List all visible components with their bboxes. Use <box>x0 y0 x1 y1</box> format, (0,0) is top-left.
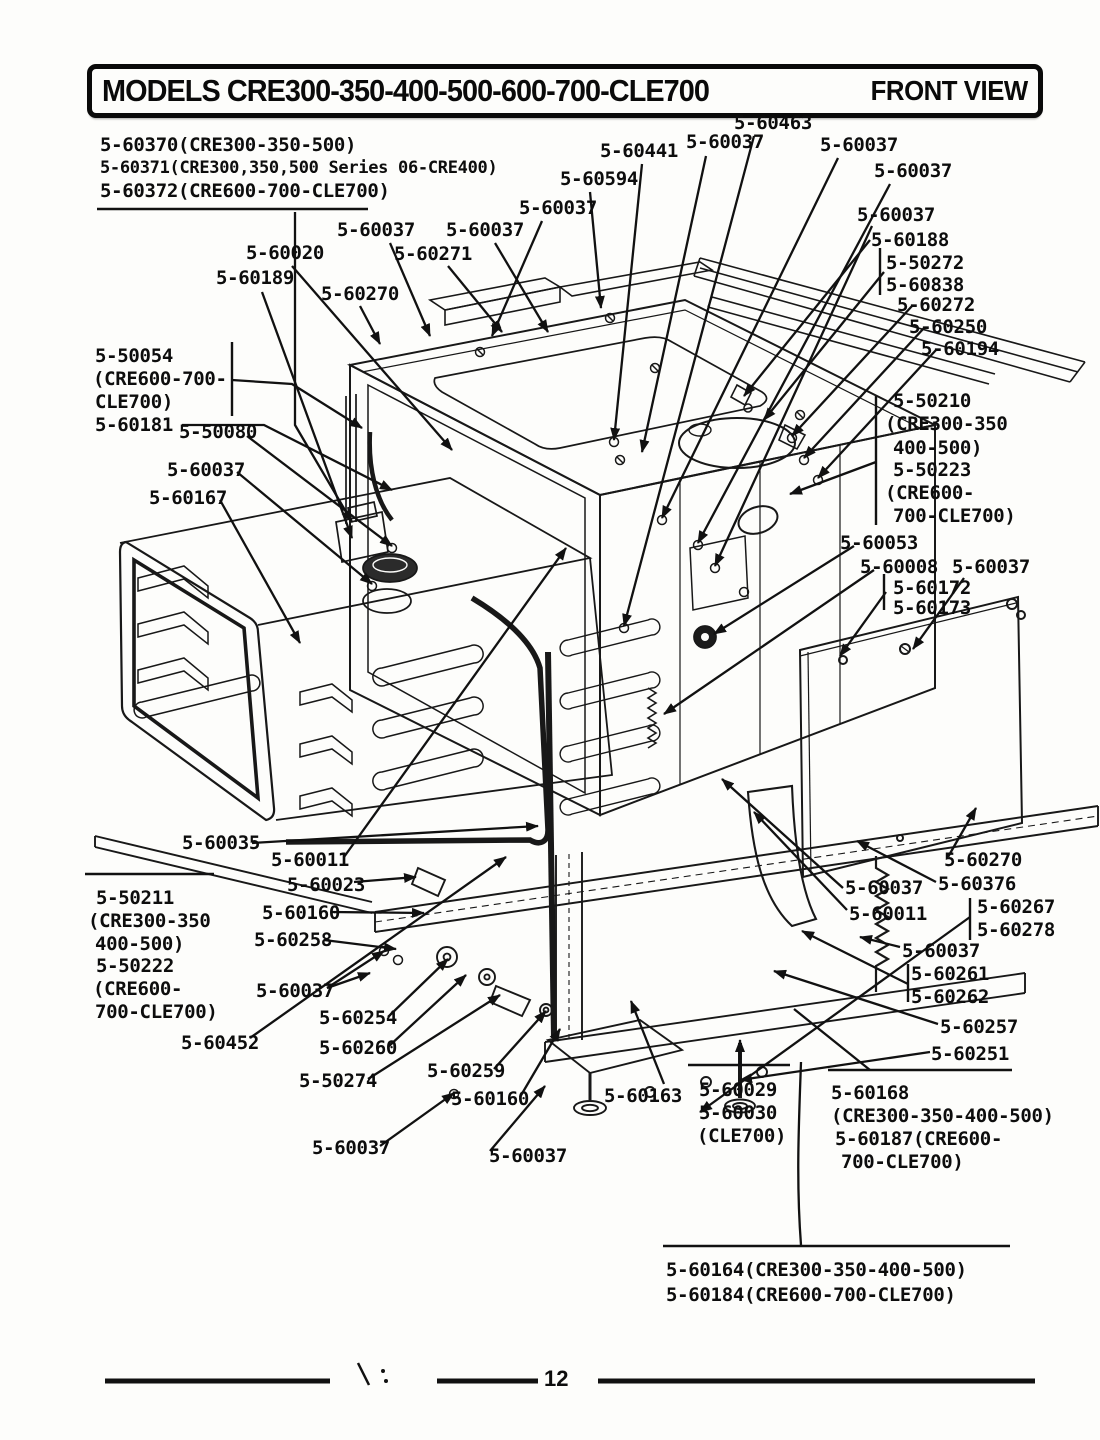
part-label: 5-60037 <box>167 459 245 481</box>
part-label: 5-50210 <box>893 390 971 412</box>
part-label: 5-60163 <box>604 1085 682 1107</box>
part-label: 5-50222 <box>96 955 174 977</box>
part-label: 5-60194 <box>921 338 999 360</box>
part-label: 5-60164(CRE300-350-400-500) <box>666 1259 967 1281</box>
part-label: 5-60187(CRE600- <box>835 1128 1003 1150</box>
part-label: 5-60160 <box>451 1088 529 1110</box>
part-label: 5-60167 <box>149 487 227 509</box>
part-label: 5-60037 <box>845 877 923 899</box>
part-label: 5-60037 <box>312 1137 390 1159</box>
models-title: MODELS CRE300-350-400-500-600-700-CLE700 <box>102 73 709 108</box>
part-label: 5-60278 <box>977 919 1055 941</box>
part-label: 5-60181 <box>95 414 173 436</box>
part-label: 400-500) <box>893 437 983 459</box>
part-label: 5-60037 <box>902 940 980 962</box>
part-label: 5-60037 <box>952 556 1030 578</box>
part-label: 5-60838 <box>886 274 964 296</box>
part-label: 5-60594 <box>560 168 638 190</box>
part-label: (CLE700) <box>697 1125 787 1147</box>
part-label: 5-60020 <box>246 242 324 264</box>
part-label: 5-60035 <box>182 832 260 854</box>
part-label: 5-50223 <box>893 459 971 481</box>
part-label: 5-60037 <box>686 131 764 153</box>
part-label: 5-60272 <box>897 294 975 316</box>
part-label: (CRE600- <box>93 978 183 1000</box>
part-label: 5-60037 <box>489 1145 567 1167</box>
part-label: 5-60172 <box>893 577 971 599</box>
part-label: 5-50272 <box>886 252 964 274</box>
part-label: (CRE300-350 <box>88 910 211 932</box>
part-label: 5-60270 <box>321 283 399 305</box>
part-label: 5-60267 <box>977 896 1055 918</box>
part-label: 5-60023 <box>287 874 365 896</box>
part-label: 5-60037 <box>446 219 524 241</box>
part-label: 5-60011 <box>271 849 349 871</box>
page-number: 12 <box>544 1366 569 1391</box>
part-label: 5-60011 <box>849 903 927 925</box>
part-label: 5-60258 <box>254 929 332 951</box>
part-label: 5-50080 <box>179 421 257 443</box>
part-label: 5-60168 <box>831 1082 909 1104</box>
part-label: 5-60463 <box>734 112 812 134</box>
part-label: 5-60029 <box>699 1079 777 1101</box>
part-label: CLE700) <box>95 391 173 413</box>
door-liner <box>120 478 612 843</box>
part-label: 5-60053 <box>840 532 918 554</box>
part-label: 400-500) <box>95 933 185 955</box>
part-label: 5-60037 <box>874 160 952 182</box>
part-label: 5-60376 <box>938 873 1016 895</box>
part-label: 5-60260 <box>319 1037 397 1059</box>
part-label: (CRE300-350-400-500) <box>831 1105 1054 1127</box>
right-side-panel <box>800 597 1025 877</box>
footer-rule <box>105 1363 1035 1385</box>
part-label: 5-60037 <box>857 204 935 226</box>
part-label: 5-60008 <box>860 556 938 578</box>
part-label: 5-60037 <box>519 197 597 219</box>
part-label: 5-60030 <box>699 1102 777 1124</box>
part-label: 5-60370(CRE300-350-500) <box>100 134 357 156</box>
part-label: 5-60262 <box>911 986 989 1008</box>
title-bar <box>87 64 1043 118</box>
part-label: 5-50211 <box>96 887 174 909</box>
part-label: 5-60372(CRE600-700-CLE700) <box>100 180 390 202</box>
part-label: 5-60160 <box>262 902 340 924</box>
part-label: 700-CLE700) <box>893 505 1016 527</box>
part-label: 5-60188 <box>871 229 949 251</box>
part-label: (CRE600-700- <box>93 368 227 390</box>
part-label: 5-60259 <box>427 1060 505 1082</box>
part-label: 5-60270 <box>944 849 1022 871</box>
part-label: 5-50274 <box>299 1070 377 1092</box>
part-label: 5-60189 <box>216 267 294 289</box>
part-label: (CRE300-350 <box>885 413 1008 435</box>
part-label: 5-60037 <box>256 980 334 1002</box>
part-label: 5-60037 <box>820 134 898 156</box>
part-label: 700-CLE700) <box>95 1001 218 1023</box>
view-title: FRONT VIEW <box>870 75 1028 106</box>
part-label: 5-60173 <box>893 597 971 619</box>
part-label: 700-CLE700) <box>841 1151 964 1173</box>
part-label: 5-60371(CRE300,350,500 Series 06-CRE400) <box>100 158 498 178</box>
part-label: 5-60257 <box>940 1016 1018 1038</box>
part-label: 5-60452 <box>181 1032 259 1054</box>
part-label: 5-60251 <box>931 1043 1009 1065</box>
part-label: (CRE600- <box>885 482 975 504</box>
part-label: 5-60250 <box>909 316 987 338</box>
part-label: 5-60037 <box>337 219 415 241</box>
base-frame <box>95 786 1098 1115</box>
part-label: 5-60184(CRE600-700-CLE700) <box>666 1284 956 1306</box>
part-label: 5-60254 <box>319 1007 397 1029</box>
part-label: 5-50054 <box>95 345 173 367</box>
part-label: 5-60441 <box>600 140 678 162</box>
part-label: 5-60261 <box>911 963 989 985</box>
part-label: 5-60271 <box>394 243 472 265</box>
